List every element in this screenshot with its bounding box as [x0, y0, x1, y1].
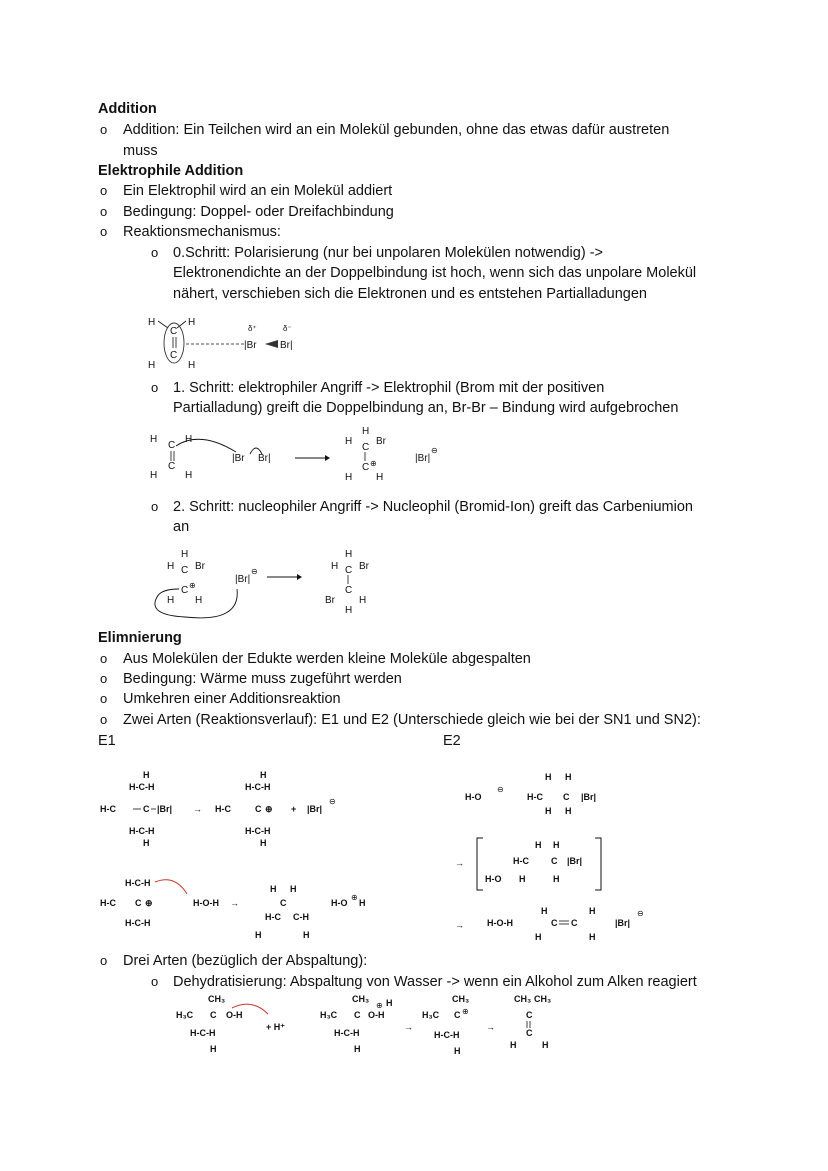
- step0-line3: nähert, verschieben sich die Elektronen und es entstehen Partialladungen: [173, 286, 647, 302]
- proton: + H⁺: [266, 1022, 286, 1032]
- bromide-ion: |Br|: [235, 574, 251, 585]
- atom-c: C: [345, 565, 353, 576]
- plus-charge: ⊕: [376, 1001, 383, 1010]
- elektrophile-heading: Elektrophile Addition: [98, 163, 244, 179]
- bromine: |Br|: [581, 792, 597, 802]
- atom-h: H: [345, 549, 353, 560]
- atom-h: H: [167, 561, 175, 572]
- atom-h: H: [535, 840, 542, 850]
- addition-definition: Addition: Ein Teilchen wird an ein Molekül gebunden, ohne das etwas dafür austreten: [123, 122, 670, 138]
- reaction-arrow: →: [486, 1022, 495, 1032]
- group-hc: H-C: [100, 898, 116, 908]
- group-ho: H-O: [331, 898, 348, 908]
- group-hch: H-C-H: [125, 878, 151, 888]
- atom-h: H: [188, 317, 196, 328]
- elektrophile-item-1: Ein Elektrophil wird an ein Molekül addiert: [123, 183, 393, 199]
- water: H-O-H: [193, 898, 219, 908]
- atom-h: H: [542, 1040, 549, 1050]
- atom-c: C: [143, 804, 150, 814]
- group-hch: H-C-H: [129, 826, 155, 836]
- atom-h: H: [386, 998, 393, 1008]
- atom-h: H: [260, 838, 267, 848]
- e2-label: E2: [443, 733, 461, 749]
- atom-c: C: [181, 585, 189, 596]
- step1-line1: 1. Schritt: elektrophiler Angriff -> Elektrophil (Brom mit der positiven: [173, 380, 605, 396]
- bromine: |Br|: [157, 804, 173, 814]
- hydroxyl-group: O-H: [226, 1010, 243, 1020]
- methyl-group: CH₃: [208, 994, 226, 1004]
- atom-h: H: [454, 1046, 461, 1056]
- atom-h: H: [303, 930, 310, 940]
- bullet: o: [151, 380, 159, 395]
- group-hch: H-C-H: [245, 826, 271, 836]
- group-hc: H-C: [100, 804, 116, 814]
- reaction-arrow: →: [193, 804, 202, 814]
- atom-c: C: [181, 565, 189, 576]
- bromide-ion: |Br|: [615, 918, 631, 928]
- atom-h: H: [143, 838, 150, 848]
- plus-charge: ⊕: [462, 1007, 469, 1016]
- eliminierung-heading: Elimnierung: [98, 630, 182, 646]
- addition-definition-cont: muss: [123, 143, 158, 159]
- group-ch: C-H: [293, 912, 309, 922]
- atom-c: C: [170, 350, 178, 361]
- atom-h: H: [195, 595, 203, 606]
- atom-c: C: [345, 585, 353, 596]
- atom-h: H: [510, 1040, 517, 1050]
- reaction-arrow: →: [404, 1022, 413, 1032]
- reaction-arrow: →: [455, 920, 464, 930]
- atom-h: H: [354, 1044, 361, 1054]
- step0-line1: 0.Schritt: Polarisierung (nur bei unpolaren Molekülen notwendig) ->: [173, 245, 604, 261]
- atom-h: H: [270, 884, 277, 894]
- atom-h: H: [210, 1044, 217, 1054]
- plus-charge: ⊕: [189, 581, 196, 590]
- bromine-right: Br|: [258, 453, 271, 464]
- atom-h: H: [345, 436, 353, 447]
- bromide-ion: |Br|: [307, 804, 323, 814]
- atom-h: H: [565, 772, 572, 782]
- group-ho: H-O: [485, 874, 502, 884]
- group-hch: H-C-H: [129, 782, 155, 792]
- atom-h: H: [541, 906, 548, 916]
- atom-h: H: [143, 770, 150, 780]
- reaction-arrow: →: [455, 858, 464, 868]
- bullet: o: [100, 691, 108, 706]
- atom-h: H: [255, 930, 262, 940]
- bullet: o: [151, 499, 159, 514]
- atom-c: C: [563, 792, 570, 802]
- partial-charge-minus: δ⁻: [283, 324, 292, 333]
- atom-h: H: [150, 434, 158, 445]
- curved-arrow: [176, 439, 236, 452]
- atom-c: C: [551, 856, 558, 866]
- reaction-arrow: →: [230, 898, 239, 908]
- bullet: o: [151, 974, 159, 989]
- minus-charge: ⊖: [497, 785, 504, 794]
- methyl-group: CH₃: [534, 994, 552, 1004]
- atom-c: C: [135, 898, 142, 908]
- bullet: o: [100, 712, 108, 727]
- bullet: o: [151, 245, 159, 260]
- atom-c: C: [454, 1010, 461, 1020]
- atom-h: H: [545, 772, 552, 782]
- plus-charge: ⊕: [351, 893, 358, 902]
- atom-c: C: [362, 462, 370, 473]
- atom-c: C: [354, 1010, 361, 1020]
- minus-charge: ⊖: [251, 567, 258, 576]
- e2-mechanism-figure: [455, 770, 655, 948]
- atom-h: H: [359, 898, 366, 908]
- group-hc: H-C: [215, 804, 231, 814]
- eliminierung-item-4: Zwei Arten (Reaktionsverlauf): E1 und E2 (Unterschiede gleich wie bei der SN1 und SN2):: [123, 712, 701, 728]
- dehydratisierung: Dehydratisierung: Abspaltung von Wasser -> wenn ein Alkohol zum Alken reagiert: [173, 974, 697, 990]
- bullet: o: [100, 671, 108, 686]
- methyl-group: CH₃: [514, 994, 532, 1004]
- methyl-group: H₃C: [422, 1010, 440, 1020]
- atom-c: C: [168, 440, 176, 451]
- bromine-left: |Br: [244, 340, 257, 351]
- bullet: o: [100, 651, 108, 666]
- atom-c: C: [168, 461, 176, 472]
- eliminierung-item-1: Aus Molekülen der Edukte werden kleine Moleküle abgespalten: [123, 651, 531, 667]
- atom-c: C: [526, 1028, 533, 1038]
- partial-charge-plus: δ⁺: [248, 324, 257, 333]
- methyl-group: H₃C: [320, 1010, 338, 1020]
- atom-c: C: [255, 804, 262, 814]
- group-hc: H-C: [265, 912, 281, 922]
- atom-c: C: [170, 326, 178, 337]
- elektrophile-item-2: Bedingung: Doppel- oder Dreifachbindung: [123, 204, 394, 220]
- atom-c: C: [280, 898, 287, 908]
- atom-h: H: [167, 595, 175, 606]
- group-hch: H-C-H: [334, 1028, 360, 1038]
- atom-h: H: [565, 806, 572, 816]
- atom-h: H: [188, 360, 196, 371]
- group-hch: H-C-H: [125, 918, 151, 928]
- group-hch: H-C-H: [245, 782, 271, 792]
- atom-h: H: [148, 360, 156, 371]
- atom-c: C: [210, 1010, 217, 1020]
- methyl-group: CH₃: [452, 994, 470, 1004]
- bromine-left: |Br: [232, 453, 245, 464]
- group-hc: H-C: [527, 792, 543, 802]
- plus-charge: ⊕: [265, 804, 273, 814]
- atom-h: H: [150, 470, 158, 481]
- e1-mechanism-figure: [95, 768, 395, 948]
- hydroxide: H-O: [465, 792, 482, 802]
- atom-h: H: [589, 932, 596, 942]
- eliminierung-item-3: Umkehren einer Additionsreaktion: [123, 691, 341, 707]
- atom-h: H: [260, 770, 267, 780]
- atom-br: Br: [325, 595, 335, 606]
- bromine: |Br|: [567, 856, 583, 866]
- water: H-O-H: [487, 918, 513, 928]
- step2-line2: an: [173, 519, 190, 535]
- atom-h: H: [589, 906, 596, 916]
- group-hc: H-C: [513, 856, 529, 866]
- elektrophile-item-3: Reaktionsmechanismus:: [123, 224, 281, 240]
- atom-h: H: [362, 426, 370, 437]
- dehydration-figure: [170, 992, 570, 1066]
- minus-charge: ⊖: [329, 797, 336, 806]
- atom-c: C: [526, 1010, 533, 1020]
- minus-charge: ⊖: [431, 446, 438, 455]
- plus-sign: +: [291, 804, 297, 814]
- atom-h: H: [535, 932, 542, 942]
- step1-line2: Partialladung) greift die Doppelbindung an, Br-Br – Bindung wird aufgebrochen: [173, 400, 679, 416]
- group-hch: H-C-H: [190, 1028, 216, 1038]
- atom-h: H: [553, 840, 560, 850]
- atom-h: H: [345, 472, 353, 483]
- bullet: o: [100, 183, 108, 198]
- bromine-right: Br|: [280, 340, 293, 351]
- methyl-group: CH₃: [352, 994, 370, 1004]
- atom-h: H: [345, 605, 353, 616]
- atom-h: H: [359, 595, 367, 606]
- atom-br: Br: [359, 561, 369, 572]
- atom-br: Br: [195, 561, 205, 572]
- hydroxyl-group: O-H: [368, 1010, 385, 1020]
- step2-line1: 2. Schritt: nucleophiler Angriff -> Nucleophil (Bromid-Ion) greift das Carbeniumion: [173, 499, 693, 515]
- atom-h: H: [185, 470, 193, 481]
- nucleophilic-attack-figure: [145, 545, 385, 619]
- polarisation-figure: [140, 310, 320, 376]
- bullet: o: [100, 953, 108, 968]
- curved-arrow: [155, 880, 187, 894]
- atom-c: C: [571, 918, 578, 928]
- atom-c: C: [551, 918, 558, 928]
- drei-arten: Drei Arten (bezüglich der Abspaltung):: [123, 953, 368, 969]
- bromide-ion: |Br|: [415, 453, 431, 464]
- atom-h: H: [148, 317, 156, 328]
- atom-h: H: [181, 549, 189, 560]
- bullet: o: [100, 224, 108, 239]
- electrophilic-attack-figure: [140, 424, 460, 490]
- minus-charge: ⊖: [637, 909, 644, 918]
- addition-heading: Addition: [98, 101, 157, 117]
- eliminierung-item-2: Bedingung: Wärme muss zugeführt werden: [123, 671, 402, 687]
- atom-h: H: [185, 434, 193, 445]
- bullet: o: [100, 122, 108, 137]
- step0-line2: Elektronendichte an der Doppelbindung ist hoch, wenn sich das unpolare Molekül: [173, 265, 697, 281]
- atom-h: H: [553, 874, 560, 884]
- group-hch: H-C-H: [434, 1030, 460, 1040]
- atom-h: H: [290, 884, 297, 894]
- atom-h: H: [545, 806, 552, 816]
- bullet: o: [100, 204, 108, 219]
- e1-label: E1: [98, 733, 116, 749]
- methyl-group: H₃C: [176, 1010, 194, 1020]
- atom-h: H: [519, 874, 526, 884]
- atom-c: C: [362, 442, 370, 453]
- atom-h: H: [331, 561, 339, 572]
- atom-br: Br: [376, 436, 386, 447]
- atom-h: H: [376, 472, 384, 483]
- plus-charge: ⊕: [370, 459, 377, 468]
- plus-charge: ⊕: [145, 898, 153, 908]
